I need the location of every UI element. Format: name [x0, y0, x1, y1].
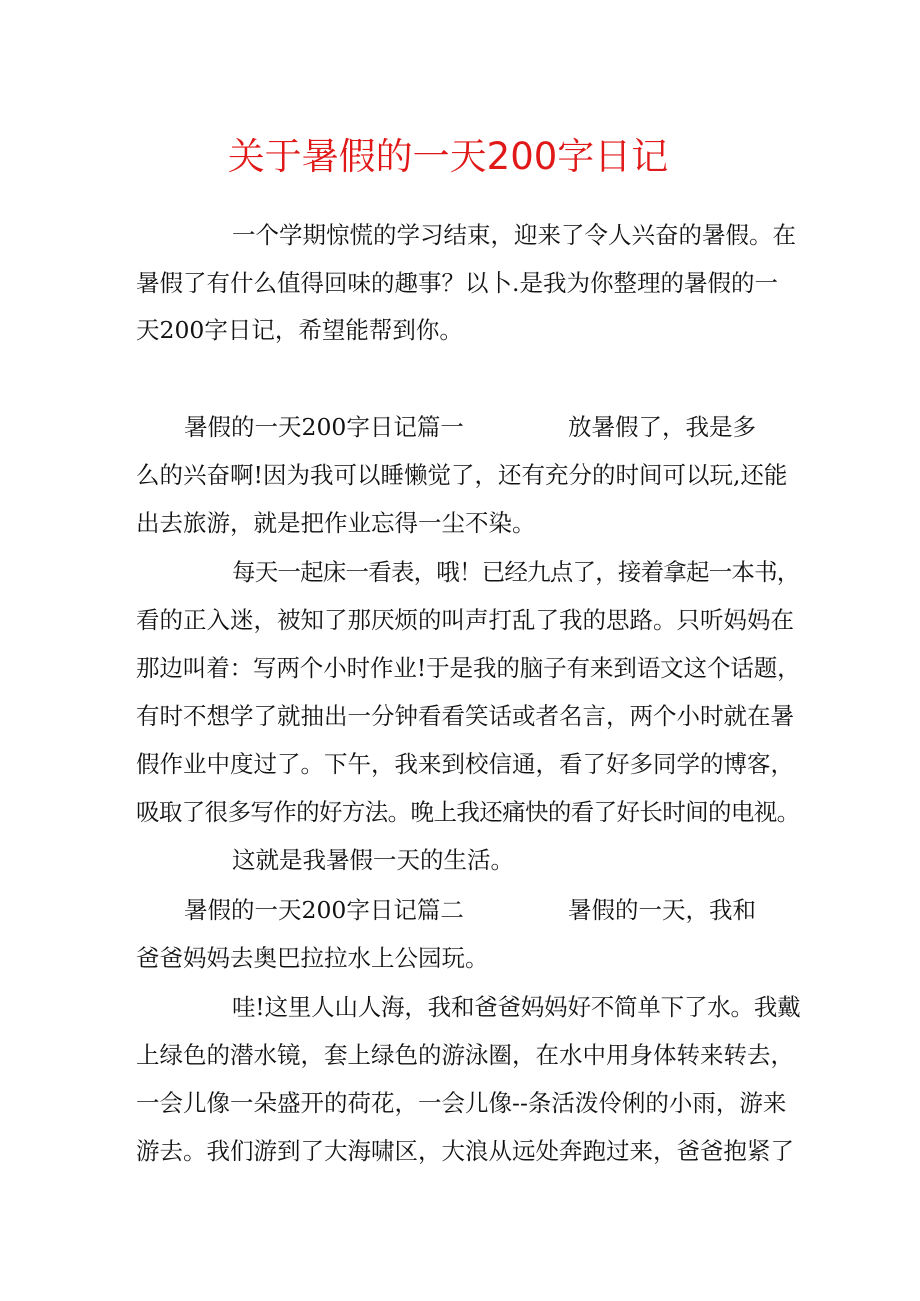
text-line: 这就是我暑假一天的生活。: [232, 846, 514, 874]
text-line: 么的兴奋啊!因为我可以睡懒觉了，还有充分的时间可以玩,还能: [136, 461, 788, 489]
document-title: 关于暑假的一天200字日记: [227, 135, 669, 178]
text-line: 游去。我们游到了大海啸区，大浪从远处奔跑过来，爸爸抱紧了: [136, 1137, 794, 1165]
text-line: 一个学期惊慌的学习结束，迎来了令人兴奋的暑假。在: [232, 221, 796, 249]
text-line: 看的正入迷，被知了那厌烦的叫声打乱了我的思路。只听妈妈在: [136, 606, 794, 634]
text-line: 放暑假了，我是多: [568, 413, 756, 441]
text-line: 那边叫着：写两个小时作业!于是我的脑子有来到语文这个话题，: [136, 654, 801, 682]
text-line: 假作业中度过了。下午，我来到校信通，看了好多同学的博客，: [136, 750, 794, 778]
text-line: 暑假了有什么值得回味的趣事？以卜.是我为你整理的暑假的一: [136, 269, 778, 297]
text-line: 上绿色的潜水镜，套上绿色的游泳圈，在水中用身体转来转去，: [136, 1041, 794, 1069]
text-line: 吸取了很多写作的好方法。晚上我还痛快的看了好长时间的电视。: [136, 798, 800, 826]
text-line: 每天一起床一看表，哦！已经九点了，接着拿起一本书，: [232, 558, 800, 586]
text-line: 爸爸妈妈去奥巴拉拉水上公园玩。: [136, 944, 489, 972]
text-line: 一会儿像一朵盛开的荷花，一会儿像--条活泼伶俐的小雨，游来: [136, 1089, 787, 1117]
text-line: 出去旅游，就是把作业忘得一尘不染。: [136, 509, 536, 537]
text-line: 哇!这里人山人海，我和爸爸妈妈好不简单下了水。我戴: [232, 993, 801, 1021]
section-heading-2: 暑假的一天200字日记篇二: [184, 896, 464, 924]
section-heading-1: 暑假的一天200字日记篇一: [184, 413, 464, 441]
text-line: 有时不想学了就抽出一分钟看看笑话或者名言，两个小时就在暑: [136, 702, 794, 730]
text-line: 天200字日记，希望能帮到你。: [136, 316, 463, 344]
text-line: 暑假的一天，我和: [568, 896, 756, 924]
